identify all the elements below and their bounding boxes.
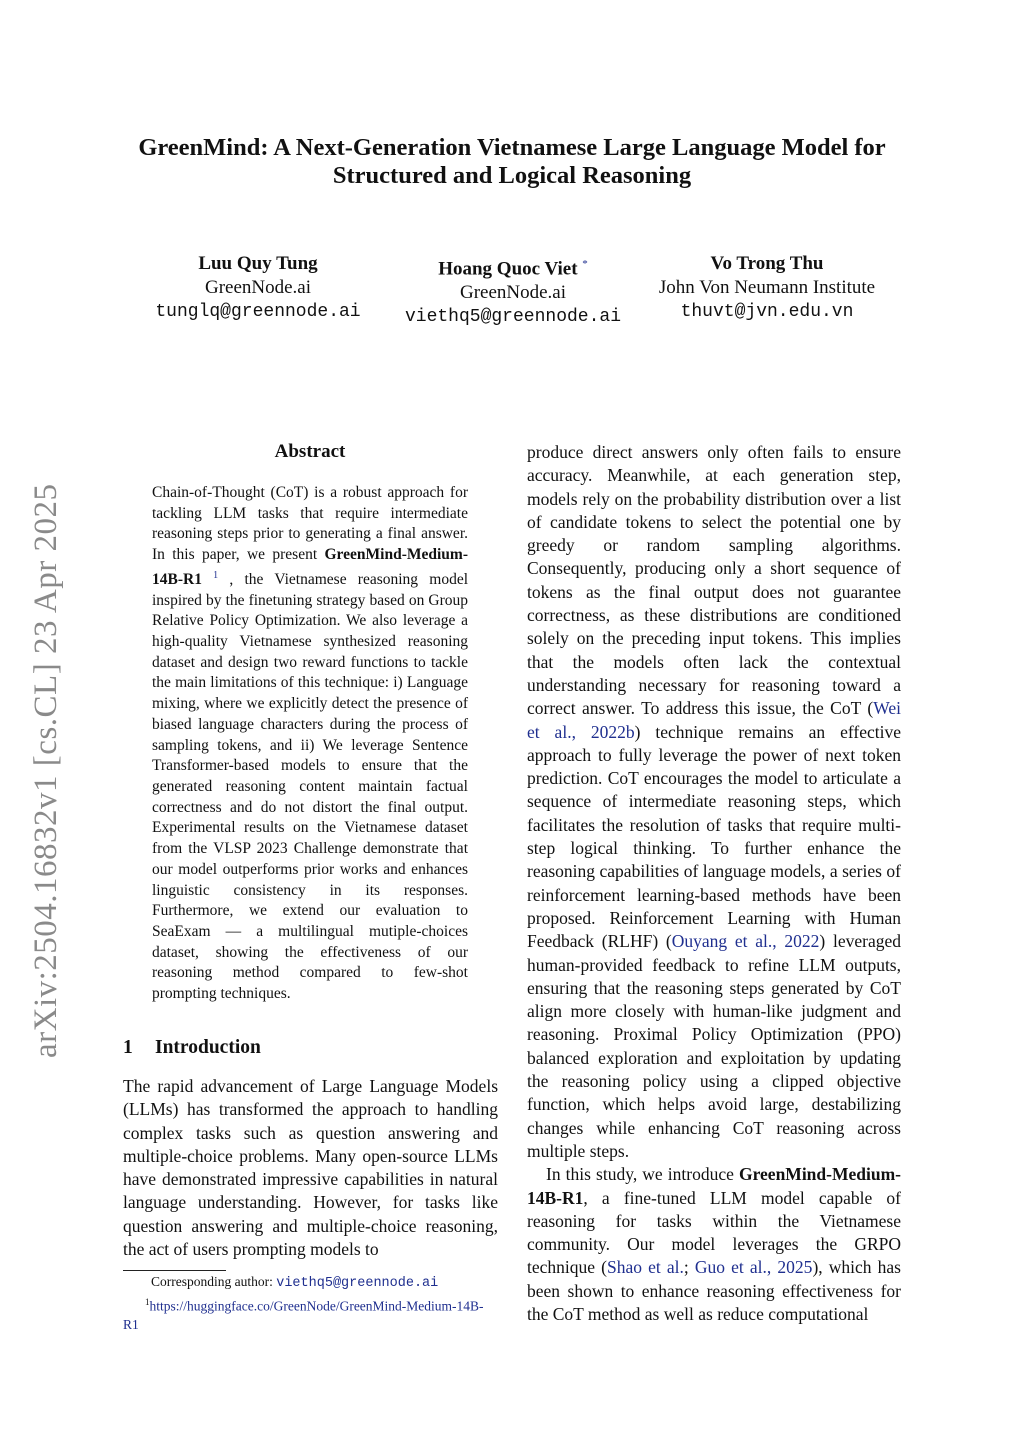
author-block <box>640 252 894 324</box>
intro-paragraph <box>527 1163 901 1326</box>
section-heading <box>123 1037 261 1059</box>
author-block <box>138 252 378 324</box>
corresponding-email-link[interactable]: viethq5@greennode.ai <box>276 1276 439 1291</box>
abstract-heading: Abstract <box>274 441 346 462</box>
footnote-divider <box>123 1270 226 1271</box>
author-name: Luu Quy Tung <box>198 253 318 274</box>
intro-paragraph: The rapid advancement of Large Language Models (LLMs) has transformed the approach to handling complex tasks such as question answering and multiple-choice problems. Many open-source LLMs have demonstrated impressive capabilities in natural language understanding. However, for tasks like question answering and multiple-choice reasoning, the act of users prompting models to <box>123 1076 498 1260</box>
model-name: GreenMind-Medium-14B-R1 <box>152 546 468 588</box>
author-name: Vo Trong Thu <box>710 253 824 274</box>
citation-separator: ; <box>683 1257 695 1278</box>
author-affiliation: GreenNode.ai <box>204 277 312 298</box>
title-line-1: GreenMind: A Next-Generation Vietnamese Large Language Model for <box>138 134 886 161</box>
author-email[interactable]: viethq5@greennode.ai <box>404 307 622 328</box>
citation-link[interactable]: Shao et al. <box>606 1257 684 1278</box>
huggingface-link[interactable]: https://huggingface.co/GreenNode/GreenMind-Medium-14B-R1 <box>123 1298 484 1332</box>
footnote-number: 1 <box>145 1297 150 1307</box>
footnote-label: Corresponding author: <box>151 1274 277 1289</box>
citation-link[interactable]: Ouyang et al., 2022 <box>671 931 820 952</box>
paragraph-text: ), which has been shown to enhance reasoning effectiveness for the CoT method as well as reduce computational <box>527 1257 901 1324</box>
abstract-body <box>152 483 468 1005</box>
corresponding-author-mark[interactable]: * <box>582 258 588 270</box>
title-line-2: Structured and Logical Reasoning <box>332 162 692 189</box>
footnotes <box>123 1273 498 1334</box>
citation-link[interactable]: Guo et al., 2025 <box>694 1257 813 1278</box>
abstract-text: , the Vietnamese reasoning model inspired by the finetuning strategy based on Group Relative Policy Optimization. We also leverage a high-quality Vietnamese synthesized reasoning dataset and design two reward functions to tackle the main limitations of this technique: i) Language mixing, where we explicitly detect the presence of biased language characters during the process of sampling tokens, and ii) We leverage Sentence Transformer-based models to ensure that the generated reasoning content maintain factual correctness and do not distort the final output. Experimental results on the Vietnamese dataset from the VLSP 2023 Challenge demonstrate that our model outperforms prior works and enhances linguistic consistency in its responses. Furthermore, we extend our evaluation to SeaExam — a multilingual mutiple-choices dataset, showing the effectiveness of our reasoning method compared to few-shot prompting techniques. <box>152 570 469 1003</box>
paragraph-text: In this study, we introduce <box>546 1164 739 1185</box>
author-email[interactable]: tunglq@greennode.ai <box>155 302 361 322</box>
citation-link[interactable]: Wei et al., 2022b <box>527 698 901 742</box>
right-column <box>527 441 901 1326</box>
section-title: Introduction <box>155 1037 261 1058</box>
paragraph-text: produce direct answers only often fails to ensure accuracy. Meanwhile, at each generation step, models rely on the probability distribution over a list of candidate tokens to select the potential one by greedy or random sampling algorithms. Consequently, producing only a short sequence of tokens as the final output does not guarantee correctness, as these distributions are conditioned solely on the preceding input tokens. This implies that the models often lack the contextual understanding necessary for reasoning toward a correct answer. To address this issue, the CoT ( <box>527 442 901 719</box>
corresponding-footnote <box>123 1273 498 1293</box>
arxiv-stamp: arXiv:2504.16832v1 [cs.CL] 23 Apr 2025 <box>28 483 64 1058</box>
intro-paragraph <box>527 441 901 1163</box>
paragraph-text: ) technique remains an effective approach to fully leverage the power of next token prediction. CoT encourages the model to articulate a sequence of intermediate reasoning steps, which facilitates the resolution of tasks that require multi-step logical thinking. To further enhance the reasoning capabilities of language models, a series of reinforcement learning-based methods have been proposed. Reinforcement Learning with Human Feedback (RLHF) ( <box>527 721 901 952</box>
author-affiliation: John Von Neumann Institute <box>658 277 876 298</box>
author-email[interactable]: thuvt@jvn.edu.vn <box>680 302 854 322</box>
author-affiliation: GreenNode.ai <box>459 282 567 304</box>
paper-title <box>112 134 912 190</box>
model-name: GreenMind-Medium-14B-R1 <box>527 1164 901 1208</box>
abstract-text: Chain-of-Thought (CoT) is a robust approach for tackling LLM tasks that require intermediate reasoning steps prior to generating a final answer. In this paper, we present <box>152 484 468 564</box>
url-footnote <box>123 1293 498 1334</box>
paragraph-text: , a fine-tuned LLM model capable of reasoning for tasks within the Vietnamese community. Our model leverages the GRPO technique ( <box>527 1187 901 1278</box>
paragraph-text: ) leveraged human-provided feedback to refine LLM outputs, ensuring that the reasoning steps generated by CoT align more closely with human-like judgment and reasoning. Proximal Policy Optimization (PPO) balanced exploration and exploitation by updating the reasoning policy using a clipped objective function, which helps avoid large, destabilizing changes while enhancing CoT reasoning across multiple steps. <box>527 931 901 1161</box>
author-name-text: Hoang Quoc Viet <box>438 258 578 280</box>
section-number: 1 <box>123 1037 133 1058</box>
author-name <box>388 252 638 281</box>
footnote-link[interactable]: 1 <box>213 569 219 581</box>
author-block <box>388 252 638 329</box>
